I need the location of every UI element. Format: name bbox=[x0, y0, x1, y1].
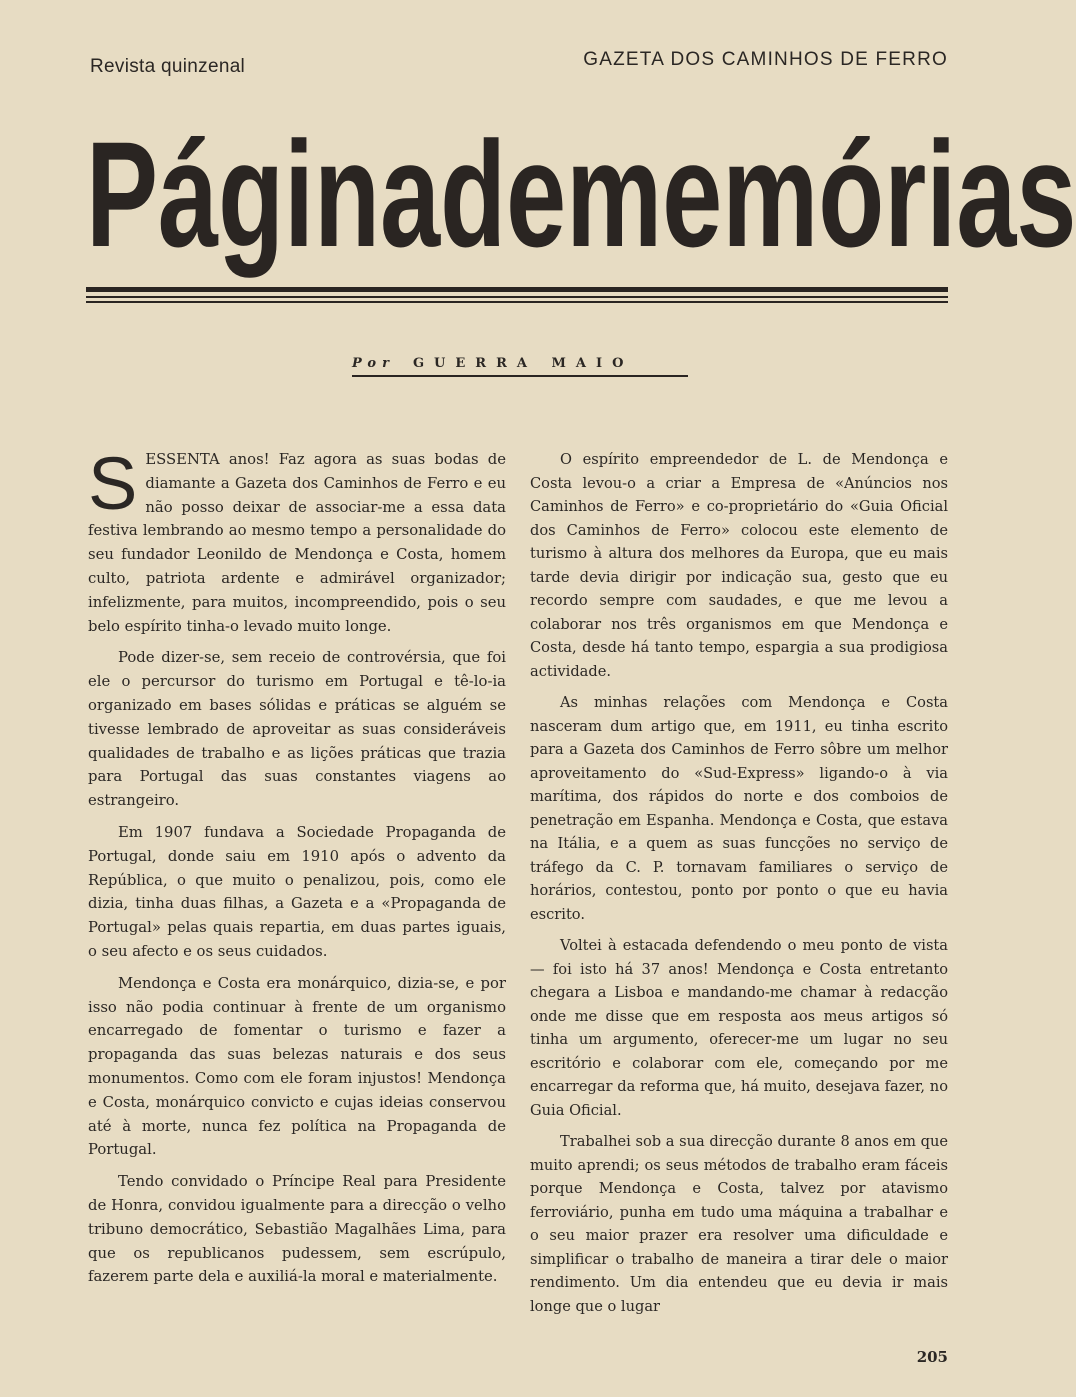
page-number: 205 bbox=[916, 1348, 948, 1366]
byline-author: GUERRA MAIO bbox=[412, 356, 634, 371]
title-rule-thin-2 bbox=[86, 301, 948, 303]
paragraph: Em 1907 fundava a Sociedade Propaganda de Portugal, donde saiu em 1910 após o advento da República, o que muito o penalizou, pois, como ele dizia, tinha duas filhas, a Gazeta e a «Propaganda de Portugal» pelas quais repartia, em duas partes iguais, o seu afecto e os seus cuidados. bbox=[88, 823, 506, 960]
paragraph: Mendonça e Costa era monárquico, dizia-se, e por isso não podia continuar à frente de um organismo encarregado de fomentar o turismo e fazer a propaganda das suas belezas naturais e dos seus monumentos. Como com ele foram injustos! Mendonça e Costa, monárquico convicto e cujas ideias conservou até à morte, nunca fez política na Propaganda de Portugal. bbox=[88, 974, 506, 1159]
paragraph: As minhas relações com Mendonça e Costa nasceram dum artigo que, em 1911, eu tinha escrito para a Gazeta dos Caminhos de Ferro sôbre um melhor aproveitamento do «Sud-Express» ligando-o à via marítima, dos rápidos do norte e dos comboios de penetração em Espanha. Mendonça e Costa, que estava na Itália, e a quem as suas funcções no serviço de tráfego da C. P. tornavam familiares o serviço de horários, contestou, ponto por ponto o que eu havia escrito. bbox=[530, 694, 948, 923]
title-word-3: memórias bbox=[566, 110, 1076, 278]
byline bbox=[352, 356, 688, 377]
drop-cap: S bbox=[88, 442, 138, 525]
paragraph bbox=[88, 442, 506, 638]
paragraph: O espírito empreendedor de L. de Mendonça e Costa levou-o a criar a Empresa de «Anúncios nos Caminhos de Ferro» e co-proprietário do «Guia Oficial dos Caminhos de Ferro» colocou este elemento de turismo à altura dos melhores da Europa, que eu mais tarde devia dirigir por indicação sua, gesto que eu recordo sempre com saudades, e que me levou a colaborar nos três organismos em que Mendonça e Costa, desde há tanto tempo, espargia a sua prodigiosa actividade. bbox=[530, 451, 948, 680]
title-rule-thick bbox=[86, 287, 948, 292]
title-word-2: de bbox=[440, 110, 567, 278]
paragraph: Trabalhei sob a sua direcção durante 8 anos em que muito aprendi; os seus métodos de trabalho eram fáceis porque Mendonça e Costa, talvez por atavismo ferroviário, punha em tudo uma máquina a trabalhar e o seu maior prazer era resolver uma dificuldade e simplificar o trabalho de maneira a tirar dele o maior rendimento. Um dia entendeu que eu devia ir mais longe que o lugar bbox=[530, 1133, 948, 1315]
article-title bbox=[86, 98, 1076, 290]
paragraph-text: ESSENTA anos! Faz agora as suas bodas de diamante a Gazeta dos Caminhos de Ferro e eu não posso deixar de associar-me a essa data festiva lembrando ao mesmo tempo a personalidade do seu fundador Leonildo de Mendonça e Costa, homem culto, patriota ardente e admirável organizador; infelizmente, para muitos, incompreendido, pois o seu belo espírito tinha-o levado muito longe. bbox=[88, 451, 506, 635]
paragraph: Tendo convidado o Príncipe Real para Presidente de Honra, convidou igualmente para a direcção o velho tribuno democrático, Sebastião Magalhães Lima, para que os republicanos pudessem, sem escrúpulo, fazerem parte dela e auxiliá-la moral e materialmente. bbox=[88, 1173, 506, 1286]
byline-prefix: Por bbox=[352, 356, 395, 371]
header-magazine-name: GAZETA DOS CAMINHOS DE FERRO bbox=[583, 49, 948, 70]
header-publication-frequency: Revista quinzenal bbox=[90, 56, 246, 77]
title-word-1: Página bbox=[86, 110, 441, 278]
paragraph: Pode dizer-se, sem receio de controvérsia, que foi ele o percursor do turismo em Portugal e tê-lo-ia organizado em bases sólidas e práticas se alguém se tivesse lembrado de aproveitar as suas consideráveis qualidades de trabalho e as lições práticas que trazia para Portugal das suas constantes viagens ao estrangeiro. bbox=[88, 649, 506, 810]
left-column bbox=[88, 442, 506, 1297]
paragraph: Voltei à estacada defendendo o meu ponto de vista — foi isto há 37 anos! Mendonça e Costa entretanto chegara a Lisboa e mandando-me chamar à redacção onde me disse que em resposta aos meus artigos só tinha um argumento, oferecer-me um lugar no seu escritório e colaborar com ele, começando por me encarregar da reforma que, há muito, desejava fazer, no Guia Oficial. bbox=[530, 937, 948, 1119]
title-rule-thin-1 bbox=[86, 296, 948, 298]
right-column bbox=[530, 448, 948, 1326]
